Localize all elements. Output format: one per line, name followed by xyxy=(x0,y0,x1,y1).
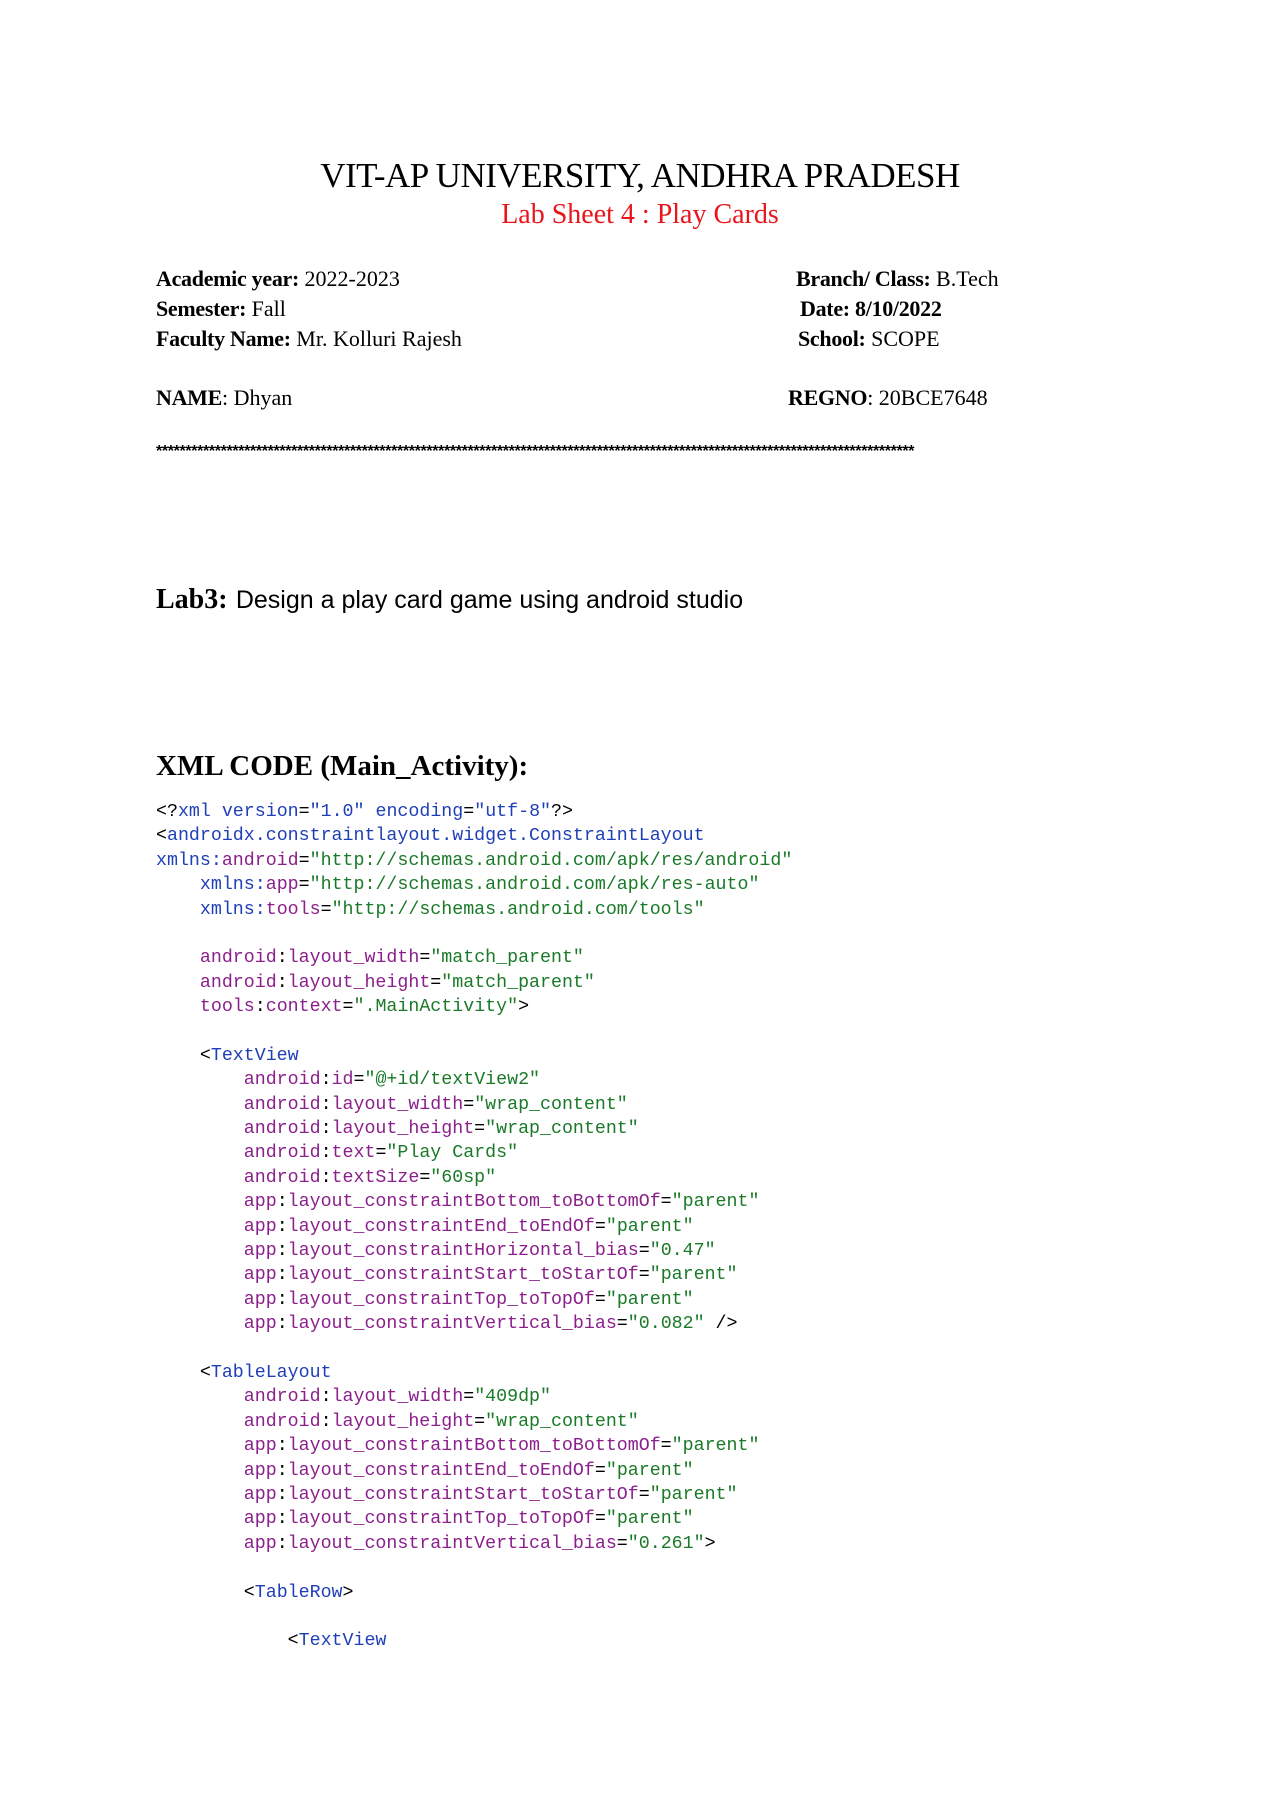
code-token: xmlns: xyxy=(156,850,222,871)
name-value: : Dhyan xyxy=(222,385,293,410)
code-line xyxy=(156,1361,792,1385)
code-token: < xyxy=(156,1045,211,1066)
xml-code-block xyxy=(156,800,792,1654)
code-token: : xyxy=(320,1167,332,1188)
code-token: = xyxy=(474,1119,486,1140)
code-token: "parent" xyxy=(605,1509,694,1530)
university-title: VIT-AP UNIVERSITY, ANDHRA PRADESH xyxy=(320,156,960,195)
code-line xyxy=(156,1337,792,1361)
lab-label: Lab3: xyxy=(156,584,228,615)
faculty-label: Faculty Name: xyxy=(156,326,291,351)
code-token: layout_width xyxy=(331,1094,464,1115)
code-token: : xyxy=(276,1460,288,1481)
code-line xyxy=(156,1581,792,1605)
code-line xyxy=(156,1556,792,1580)
code-token: "wrap_content" xyxy=(485,1119,639,1140)
code-token xyxy=(156,1290,244,1310)
code-token: layout_constraintVertical_bias xyxy=(287,1533,617,1554)
code-token: : xyxy=(320,1070,332,1091)
code-token: xml version xyxy=(177,802,299,822)
code-token: "parent" xyxy=(605,1216,694,1237)
code-token: : xyxy=(320,1094,332,1115)
faculty-value: Mr. Kolluri Rajesh xyxy=(296,326,462,351)
code-token: = xyxy=(298,875,310,896)
academic-year xyxy=(156,264,400,294)
branch-value: B.Tech xyxy=(936,266,999,291)
code-token: "parent" xyxy=(671,1436,760,1457)
code-token: : xyxy=(276,1533,288,1554)
code-token: layout_width xyxy=(287,948,420,969)
school-value: SCOPE xyxy=(871,326,940,351)
code-line xyxy=(156,1166,792,1190)
code-token: layout_constraintEnd_toEndOf xyxy=(287,1460,595,1481)
code-token: layout_constraintVertical_bias xyxy=(287,1314,617,1335)
code-line xyxy=(156,1093,792,1117)
code-token: "0.082" xyxy=(627,1314,705,1335)
code-token: "parent" xyxy=(649,1265,738,1286)
regno-value: : 20BCE7648 xyxy=(867,385,988,410)
code-line xyxy=(156,1605,792,1629)
code-token: xmlns: xyxy=(199,899,266,920)
code-token: : xyxy=(320,1119,332,1140)
code-token: : xyxy=(320,1387,332,1408)
code-token: xmlns: xyxy=(199,875,266,896)
code-token: ?> xyxy=(551,802,573,822)
lab-description: Design a play card game using android studio xyxy=(235,586,744,614)
code-token: : xyxy=(276,1509,288,1530)
code-token: : xyxy=(276,1314,288,1335)
code-token: android xyxy=(243,1119,321,1140)
code-token xyxy=(156,997,200,1017)
code-line xyxy=(156,800,792,824)
code-token: TableRow xyxy=(254,1582,343,1603)
code-token: "wrap_content" xyxy=(474,1094,628,1115)
code-token: layout_height xyxy=(331,1411,475,1432)
code-line xyxy=(156,1141,792,1165)
code-token: : xyxy=(254,997,266,1018)
code-token xyxy=(156,1095,244,1115)
code-line xyxy=(156,873,792,897)
code-token: "parent" xyxy=(605,1460,694,1481)
code-token xyxy=(156,1485,244,1505)
code-token: tools xyxy=(199,997,255,1018)
code-line xyxy=(156,1263,792,1287)
code-token: layout_height xyxy=(331,1119,475,1140)
code-line xyxy=(156,1068,792,1092)
code-token: : xyxy=(276,1289,288,1310)
code-token xyxy=(156,875,200,895)
code-token: app xyxy=(243,1265,277,1286)
code-token: "60sp" xyxy=(430,1167,497,1188)
code-token: = xyxy=(616,1533,628,1554)
code-line xyxy=(156,946,792,970)
code-token: : xyxy=(276,972,288,993)
code-token: "match_parent" xyxy=(430,948,584,969)
code-token: : xyxy=(320,1143,332,1164)
code-line xyxy=(156,1190,792,1214)
student-name xyxy=(156,383,292,413)
code-token: = xyxy=(419,948,431,969)
code-token: /> xyxy=(704,1314,738,1335)
code-token: android xyxy=(199,972,277,993)
code-token: : xyxy=(276,1241,288,1262)
code-line xyxy=(156,922,792,946)
code-token: "match_parent" xyxy=(441,972,595,993)
code-token: = xyxy=(594,1460,606,1481)
semester-label: Semester: xyxy=(156,296,247,321)
code-token: layout_constraintTop_toTopOf xyxy=(287,1509,595,1530)
code-token: app xyxy=(243,1289,277,1310)
code-token: = xyxy=(419,1167,431,1188)
code-token: encoding xyxy=(375,802,464,822)
code-token: = xyxy=(638,1484,650,1505)
code-token: = xyxy=(616,1314,628,1335)
code-token: android xyxy=(243,1070,321,1091)
code-token: : xyxy=(276,1216,288,1237)
code-token xyxy=(156,1387,244,1407)
code-token: = xyxy=(463,1094,475,1115)
code-token: = xyxy=(298,802,310,822)
code-token: = xyxy=(660,1436,672,1457)
code-token: android xyxy=(199,948,277,969)
code-token: id xyxy=(331,1070,354,1091)
code-token xyxy=(156,1168,244,1188)
code-token: app xyxy=(243,1216,277,1237)
code-token xyxy=(156,1119,244,1139)
code-line xyxy=(156,1215,792,1239)
regno-label: REGNO xyxy=(788,385,868,410)
code-line xyxy=(156,1483,792,1507)
code-line xyxy=(156,1312,792,1336)
code-token: "409dp" xyxy=(474,1387,551,1408)
code-line xyxy=(156,995,792,1019)
code-token xyxy=(156,1265,244,1285)
academic-year-label: Academic year: xyxy=(156,266,300,291)
code-token: = xyxy=(375,1143,387,1164)
date-label: Date: 8/10/2022 xyxy=(800,296,942,321)
code-line xyxy=(156,1385,792,1409)
code-token xyxy=(156,1192,244,1212)
code-line xyxy=(156,1459,792,1483)
code-token: = xyxy=(430,972,442,993)
code-token: layout_constraintEnd_toEndOf xyxy=(287,1216,595,1237)
lab-task xyxy=(156,582,743,618)
code-token: < xyxy=(156,1362,211,1383)
code-token: = xyxy=(594,1216,606,1237)
code-token xyxy=(156,973,200,993)
code-token: app xyxy=(243,1241,277,1262)
code-token: <? xyxy=(156,802,178,822)
code-token: = xyxy=(463,1387,475,1408)
code-line xyxy=(156,1239,792,1263)
code-token: android xyxy=(243,1094,321,1115)
code-token: "wrap_content" xyxy=(485,1411,639,1432)
code-token: ".MainActivity" xyxy=(353,997,519,1018)
registration-number xyxy=(788,383,988,413)
code-token xyxy=(156,1461,244,1481)
code-token: android xyxy=(243,1411,321,1432)
code-token: textSize xyxy=(331,1167,420,1188)
code-token: = xyxy=(594,1289,606,1310)
code-token: TableLayout xyxy=(210,1362,332,1383)
lab-sheet-title: Lab Sheet 4 : Play Cards xyxy=(501,199,779,230)
code-line xyxy=(156,971,792,995)
code-token: layout_constraintTop_toTopOf xyxy=(287,1289,595,1310)
code-token: "0.261" xyxy=(627,1533,705,1554)
code-token: < xyxy=(156,1631,299,1652)
code-token: = xyxy=(638,1241,650,1262)
code-token xyxy=(156,1070,244,1090)
code-token: androidx.constraintlayout.widget.ConstraintLayout xyxy=(166,826,705,847)
code-token xyxy=(156,1314,244,1334)
code-token xyxy=(156,1241,244,1261)
code-token: TextView xyxy=(210,1045,299,1066)
code-token: layout_width xyxy=(331,1387,464,1408)
code-token: > xyxy=(704,1533,716,1554)
code-token xyxy=(156,1217,244,1237)
code-token: : xyxy=(276,1265,288,1286)
code-token: "parent" xyxy=(605,1289,694,1310)
code-token: "1.0" xyxy=(309,802,365,822)
code-token: : xyxy=(276,1192,288,1213)
xml-code-heading: XML CODE (Main_Activity): xyxy=(156,750,529,782)
code-token: app xyxy=(243,1509,277,1530)
code-token: = xyxy=(320,899,332,920)
code-token: > xyxy=(342,1582,354,1603)
code-token xyxy=(156,948,200,968)
code-token: layout_constraintBottom_toBottomOf xyxy=(287,1436,661,1457)
code-token: "Play Cards" xyxy=(386,1143,519,1164)
asterisk-separator: ********************************************************************************************************************************* xyxy=(156,443,915,460)
faculty-name xyxy=(156,324,462,354)
code-token: "0.47" xyxy=(649,1241,716,1262)
code-token: "parent" xyxy=(671,1192,760,1213)
code-token: = xyxy=(353,1070,365,1091)
code-token: = xyxy=(594,1509,606,1530)
code-token: = xyxy=(463,802,475,822)
code-token xyxy=(156,1534,244,1554)
code-token: app xyxy=(243,1460,277,1481)
code-token xyxy=(156,1143,244,1163)
code-line xyxy=(156,1532,792,1556)
code-token: < xyxy=(156,826,167,847)
semester xyxy=(156,294,286,324)
code-line xyxy=(156,1629,792,1653)
code-token: > xyxy=(518,997,530,1018)
code-token: app xyxy=(265,875,299,896)
code-token: tools xyxy=(265,899,321,920)
code-line xyxy=(156,1288,792,1312)
code-line xyxy=(156,1044,792,1068)
code-line xyxy=(156,1020,792,1044)
date xyxy=(800,294,942,324)
code-token: "http://schemas.android.com/tools" xyxy=(331,899,705,920)
code-token: app xyxy=(243,1484,277,1505)
code-token: app xyxy=(243,1533,277,1554)
school-label: School: xyxy=(798,326,866,351)
code-token: app xyxy=(243,1192,277,1213)
code-line xyxy=(156,1117,792,1141)
code-token: "@+id/textView2" xyxy=(364,1070,541,1091)
code-token: "utf-8" xyxy=(474,802,552,822)
code-token xyxy=(156,1436,244,1456)
code-token: : xyxy=(276,948,288,969)
code-token: : xyxy=(276,1436,288,1457)
code-token: : xyxy=(320,1411,332,1432)
code-token: < xyxy=(156,1582,255,1603)
code-token: "parent" xyxy=(649,1484,738,1505)
branch-class xyxy=(796,264,999,294)
school xyxy=(798,324,940,354)
code-line xyxy=(156,1410,792,1434)
academic-year-value: 2022-2023 xyxy=(304,266,400,291)
semester-value: Fall xyxy=(251,296,286,321)
code-token: text xyxy=(331,1143,376,1164)
code-line xyxy=(156,849,792,873)
code-token: android xyxy=(243,1167,321,1188)
code-token: app xyxy=(243,1314,277,1335)
code-token: = xyxy=(298,850,310,871)
branch-label: Branch/ Class: xyxy=(796,266,931,291)
code-token: = xyxy=(638,1265,650,1286)
code-token: : xyxy=(276,1484,288,1505)
code-token: "http://schemas.android.com/apk/res/android" xyxy=(309,850,793,871)
code-token: layout_constraintBottom_toBottomOf xyxy=(287,1192,661,1213)
code-token: android xyxy=(221,850,299,871)
code-token xyxy=(364,802,375,822)
code-line xyxy=(156,1434,792,1458)
code-token xyxy=(156,1509,244,1529)
code-token: layout_constraintHorizontal_bias xyxy=(287,1241,639,1262)
code-line xyxy=(156,1507,792,1531)
code-token: layout_constraintStart_toStartOf xyxy=(287,1265,639,1286)
code-token: layout_height xyxy=(287,972,431,993)
code-token xyxy=(156,1412,244,1432)
code-token: android xyxy=(243,1143,321,1164)
code-token: = xyxy=(660,1192,672,1213)
code-token: TextView xyxy=(298,1631,387,1652)
code-token: "http://schemas.android.com/apk/res-auto" xyxy=(309,875,760,896)
code-token: layout_constraintStart_toStartOf xyxy=(287,1484,639,1505)
code-token: = xyxy=(474,1411,486,1432)
code-line xyxy=(156,898,792,922)
code-token xyxy=(156,900,200,920)
code-token: context xyxy=(265,997,343,1018)
code-token: android xyxy=(243,1387,321,1408)
code-line xyxy=(156,824,792,848)
code-token: app xyxy=(243,1436,277,1457)
code-token: = xyxy=(342,997,354,1018)
name-label: NAME xyxy=(156,385,223,410)
